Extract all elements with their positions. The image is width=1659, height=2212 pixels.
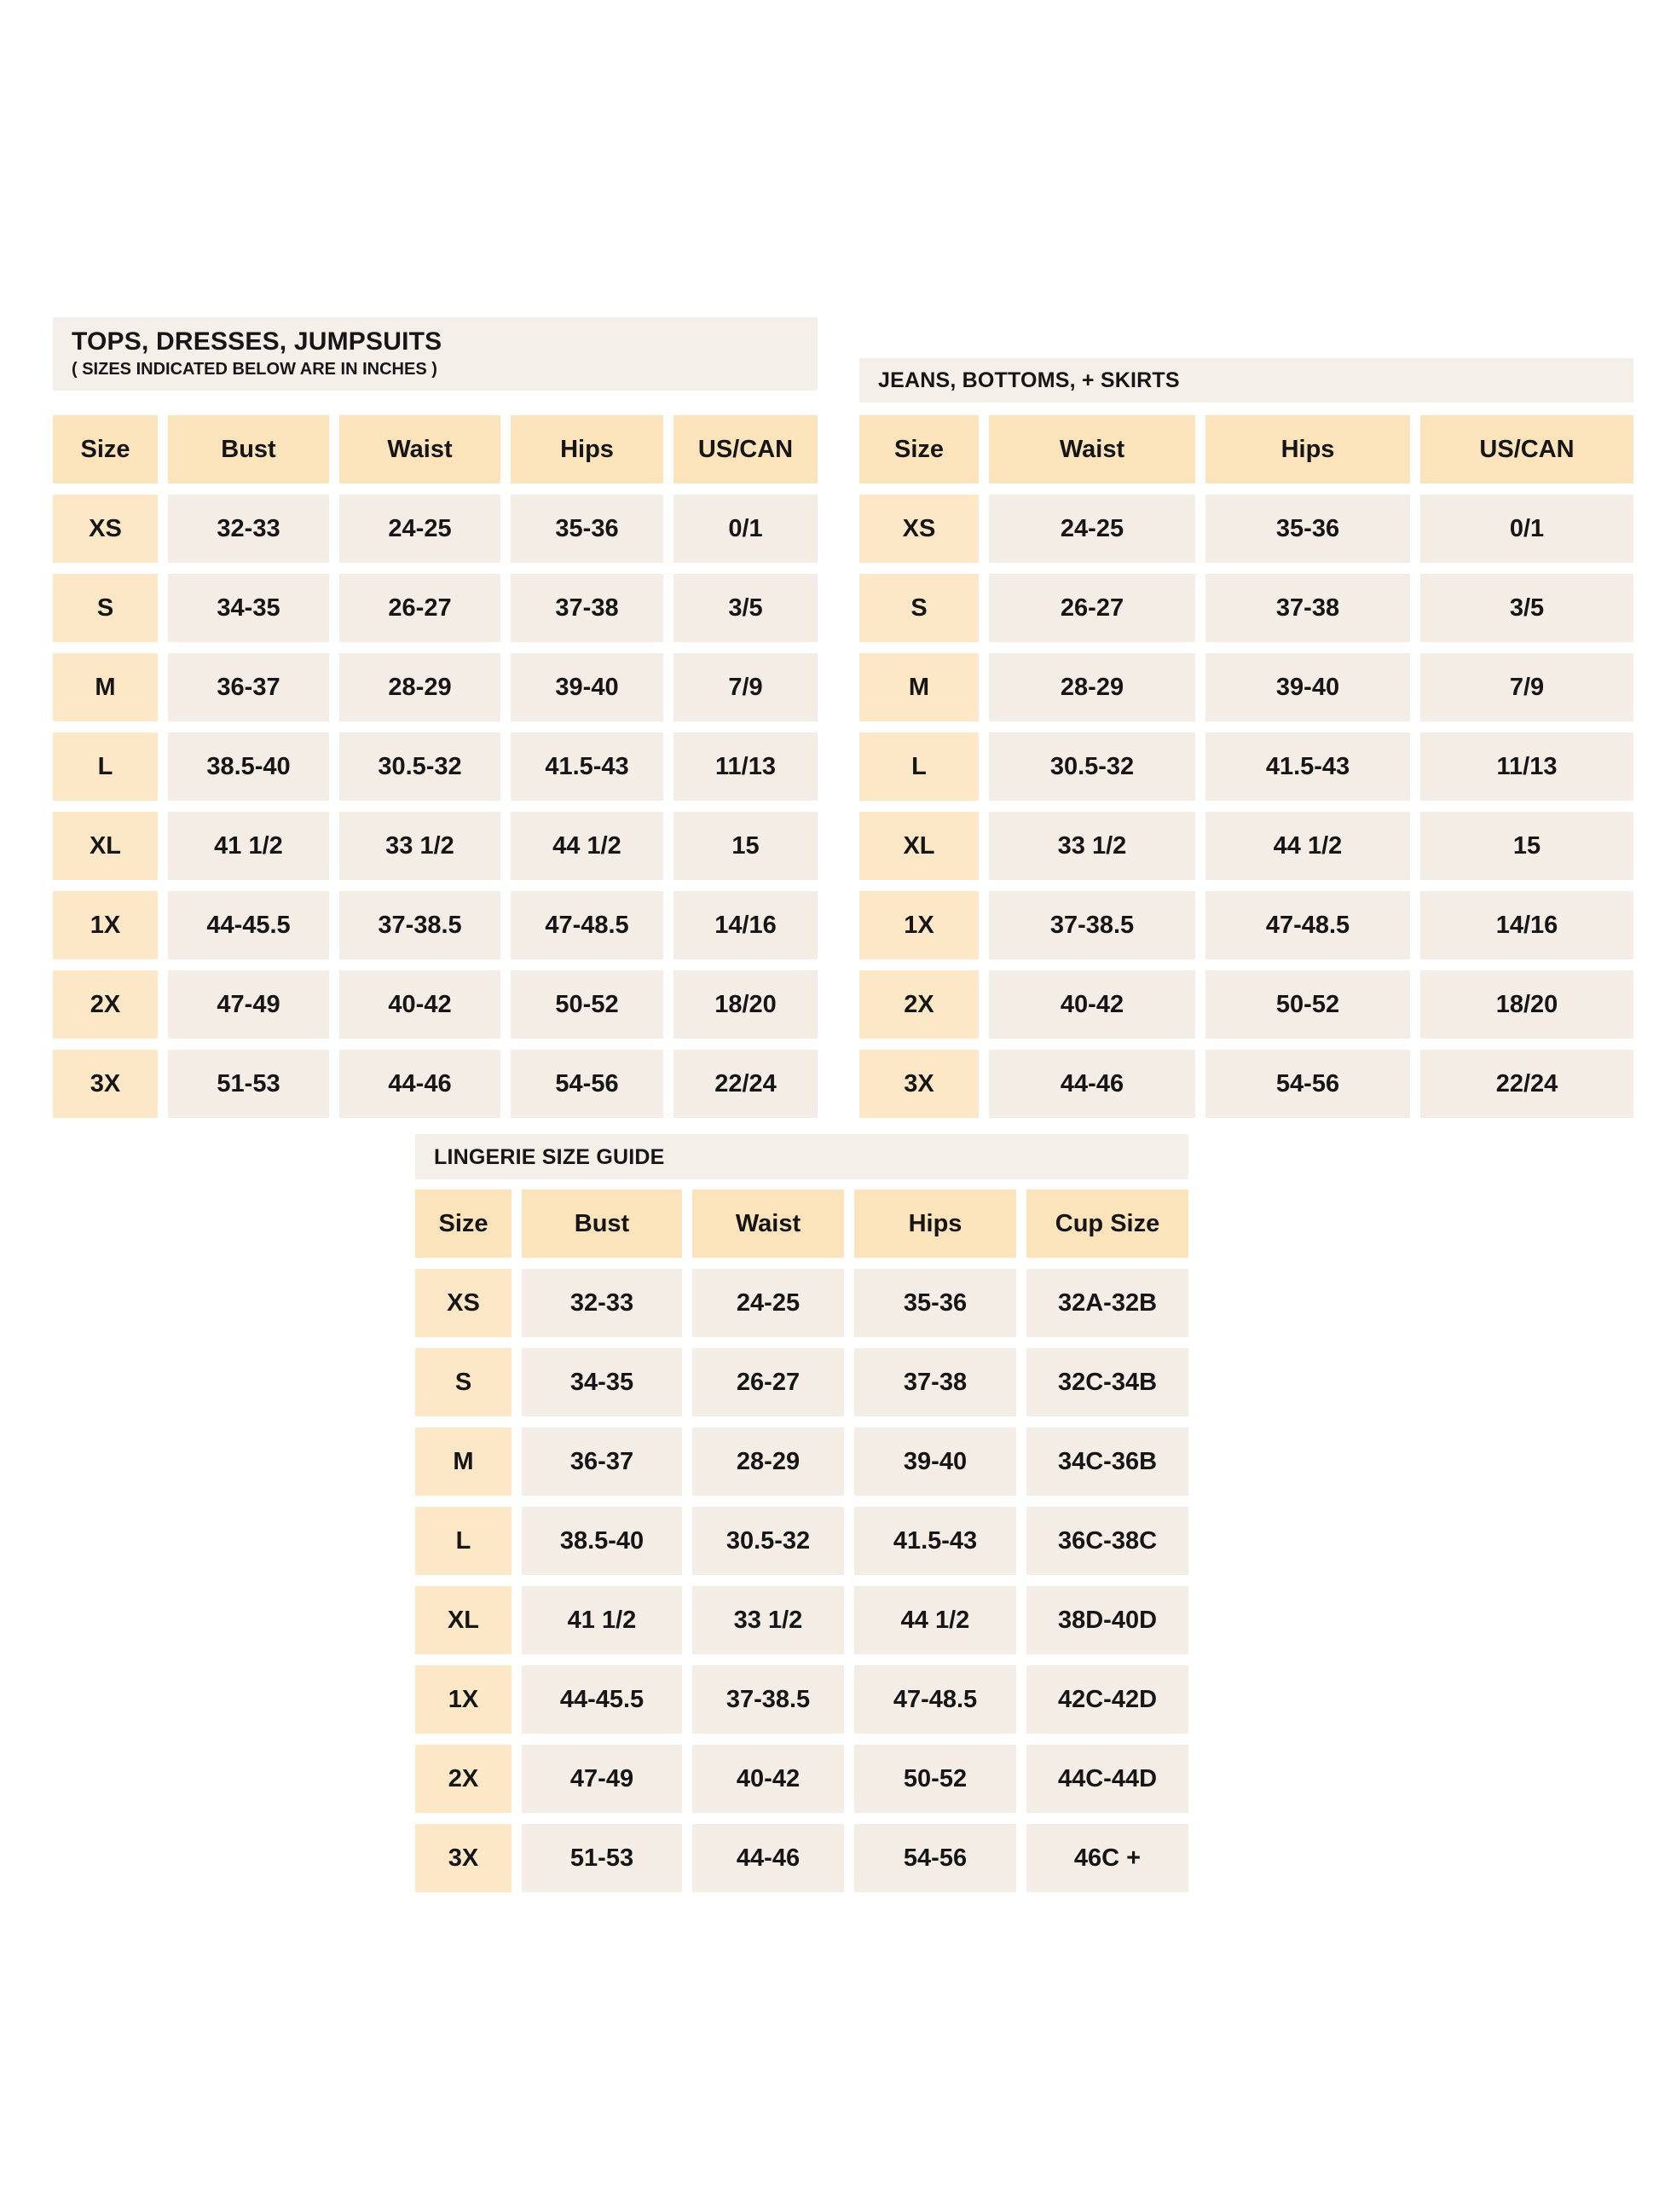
value-cell: 37-38: [854, 1348, 1016, 1416]
value-cell: 28-29: [692, 1427, 844, 1496]
lingerie-size-table: [415, 1190, 1188, 1892]
jeans-bottoms-skirts-table-section: [859, 358, 1633, 1118]
tops-dresses-jumpsuits-table-section: [53, 317, 818, 1118]
value-cell: 35-36: [1205, 495, 1410, 563]
value-cell: 28-29: [339, 653, 500, 721]
value-cell: 54-56: [854, 1824, 1016, 1892]
size-cell: 1X: [415, 1665, 512, 1734]
value-cell: 39-40: [1205, 653, 1410, 721]
value-cell: 30.5-32: [989, 733, 1195, 801]
size-cell: M: [415, 1427, 512, 1496]
size-cell: 2X: [53, 970, 158, 1039]
value-cell: 41.5-43: [511, 733, 663, 801]
value-cell: 0/1: [1420, 495, 1633, 563]
size-cell: XS: [53, 495, 158, 563]
value-cell: 47-48.5: [854, 1665, 1016, 1734]
size-cell: 2X: [859, 970, 979, 1039]
value-cell: 30.5-32: [339, 733, 500, 801]
value-cell: 35-36: [854, 1269, 1016, 1337]
value-cell: 39-40: [854, 1427, 1016, 1496]
size-cell: XL: [53, 812, 158, 880]
column-header: Size: [53, 415, 158, 484]
value-cell: 35-36: [511, 495, 663, 563]
value-cell: 3/5: [1420, 574, 1633, 642]
value-cell: 54-56: [511, 1050, 663, 1118]
jeans-size-table: [859, 415, 1633, 1118]
column-header: Hips: [511, 415, 663, 484]
value-cell: 32-33: [168, 495, 329, 563]
column-header: Bust: [168, 415, 329, 484]
lingerie-table-title-bar: [415, 1134, 1188, 1179]
value-cell: 39-40: [511, 653, 663, 721]
value-cell: 7/9: [1420, 653, 1633, 721]
value-cell: 32C-34B: [1026, 1348, 1188, 1416]
value-cell: 14/16: [1420, 891, 1633, 959]
value-cell: 14/16: [673, 891, 818, 959]
value-cell: 44-45.5: [168, 891, 329, 959]
value-cell: 40-42: [692, 1745, 844, 1813]
value-cell: 18/20: [1420, 970, 1633, 1039]
lingerie-size-guide-table-section: [415, 1134, 1188, 1892]
column-header: Cup Size: [1026, 1190, 1188, 1258]
value-cell: 38D-40D: [1026, 1586, 1188, 1654]
column-header: Hips: [1205, 415, 1410, 484]
column-header: Waist: [339, 415, 500, 484]
value-cell: 32-33: [522, 1269, 682, 1337]
value-cell: 41 1/2: [522, 1586, 682, 1654]
value-cell: 44 1/2: [1205, 812, 1410, 880]
value-cell: 22/24: [1420, 1050, 1633, 1118]
value-cell: 0/1: [673, 495, 818, 563]
value-cell: 50-52: [1205, 970, 1410, 1039]
value-cell: 38.5-40: [522, 1507, 682, 1575]
value-cell: 47-49: [168, 970, 329, 1039]
value-cell: 44-45.5: [522, 1665, 682, 1734]
jeans-table-title-bar: [859, 358, 1633, 402]
column-header: US/CAN: [673, 415, 818, 484]
value-cell: 15: [673, 812, 818, 880]
value-cell: 26-27: [339, 574, 500, 642]
column-header: Bust: [522, 1190, 682, 1258]
value-cell: 15: [1420, 812, 1633, 880]
size-cell: 3X: [415, 1824, 512, 1892]
value-cell: 40-42: [989, 970, 1195, 1039]
tops-table-title: TOPS, DRESSES, JUMPSUITS: [72, 327, 442, 356]
value-cell: 44-46: [692, 1824, 844, 1892]
value-cell: 46C +: [1026, 1824, 1188, 1892]
size-cell: 1X: [53, 891, 158, 959]
value-cell: 18/20: [673, 970, 818, 1039]
size-cell: 2X: [415, 1745, 512, 1813]
size-cell: 3X: [53, 1050, 158, 1118]
value-cell: 36-37: [168, 653, 329, 721]
value-cell: 22/24: [673, 1050, 818, 1118]
value-cell: 34-35: [522, 1348, 682, 1416]
value-cell: 34-35: [168, 574, 329, 642]
size-cell: S: [53, 574, 158, 642]
column-header: Hips: [854, 1190, 1016, 1258]
value-cell: 50-52: [854, 1745, 1016, 1813]
value-cell: 36-37: [522, 1427, 682, 1496]
size-cell: 3X: [859, 1050, 979, 1118]
value-cell: 34C-36B: [1026, 1427, 1188, 1496]
size-cell: M: [859, 653, 979, 721]
value-cell: 36C-38C: [1026, 1507, 1188, 1575]
size-cell: 1X: [859, 891, 979, 959]
lingerie-table-title: LINGERIE SIZE GUIDE: [434, 1144, 665, 1169]
value-cell: 47-49: [522, 1745, 682, 1813]
value-cell: 54-56: [1205, 1050, 1410, 1118]
size-cell: XL: [859, 812, 979, 880]
value-cell: 44 1/2: [511, 812, 663, 880]
value-cell: 41.5-43: [854, 1507, 1016, 1575]
size-cell: S: [415, 1348, 512, 1416]
tops-size-table: [53, 415, 818, 1118]
value-cell: 7/9: [673, 653, 818, 721]
value-cell: 44C-44D: [1026, 1745, 1188, 1813]
size-cell: M: [53, 653, 158, 721]
size-cell: L: [53, 733, 158, 801]
size-cell: XL: [415, 1586, 512, 1654]
jeans-table-title: JEANS, BOTTOMS, + SKIRTS: [878, 368, 1180, 392]
size-cell: XS: [859, 495, 979, 563]
size-cell: S: [859, 574, 979, 642]
value-cell: 24-25: [989, 495, 1195, 563]
value-cell: 33 1/2: [339, 812, 500, 880]
value-cell: 26-27: [692, 1348, 844, 1416]
value-cell: 33 1/2: [692, 1586, 844, 1654]
value-cell: 37-38.5: [339, 891, 500, 959]
value-cell: 51-53: [168, 1050, 329, 1118]
value-cell: 47-48.5: [511, 891, 663, 959]
tops-table-subtitle: ( SIZES INDICATED BELOW ARE IN INCHES ): [72, 360, 437, 379]
value-cell: 51-53: [522, 1824, 682, 1892]
size-cell: L: [859, 733, 979, 801]
value-cell: 42C-42D: [1026, 1665, 1188, 1734]
tops-table-title-bar: [53, 317, 818, 391]
value-cell: 38.5-40: [168, 733, 329, 801]
size-cell: L: [415, 1507, 512, 1575]
value-cell: 37-38.5: [989, 891, 1195, 959]
value-cell: 44-46: [989, 1050, 1195, 1118]
value-cell: 24-25: [339, 495, 500, 563]
value-cell: 37-38: [511, 574, 663, 642]
value-cell: 3/5: [673, 574, 818, 642]
value-cell: 41 1/2: [168, 812, 329, 880]
value-cell: 37-38.5: [692, 1665, 844, 1734]
column-header: Size: [859, 415, 979, 484]
value-cell: 37-38: [1205, 574, 1410, 642]
column-header: Waist: [989, 415, 1195, 484]
size-cell: XS: [415, 1269, 512, 1337]
column-header: US/CAN: [1420, 415, 1633, 484]
value-cell: 28-29: [989, 653, 1195, 721]
value-cell: 40-42: [339, 970, 500, 1039]
value-cell: 44-46: [339, 1050, 500, 1118]
value-cell: 26-27: [989, 574, 1195, 642]
value-cell: 24-25: [692, 1269, 844, 1337]
value-cell: 33 1/2: [989, 812, 1195, 880]
value-cell: 30.5-32: [692, 1507, 844, 1575]
value-cell: 11/13: [1420, 733, 1633, 801]
column-header: Waist: [692, 1190, 844, 1258]
value-cell: 11/13: [673, 733, 818, 801]
value-cell: 47-48.5: [1205, 891, 1410, 959]
column-header: Size: [415, 1190, 512, 1258]
value-cell: 44 1/2: [854, 1586, 1016, 1654]
value-cell: 50-52: [511, 970, 663, 1039]
value-cell: 32A-32B: [1026, 1269, 1188, 1337]
value-cell: 41.5-43: [1205, 733, 1410, 801]
